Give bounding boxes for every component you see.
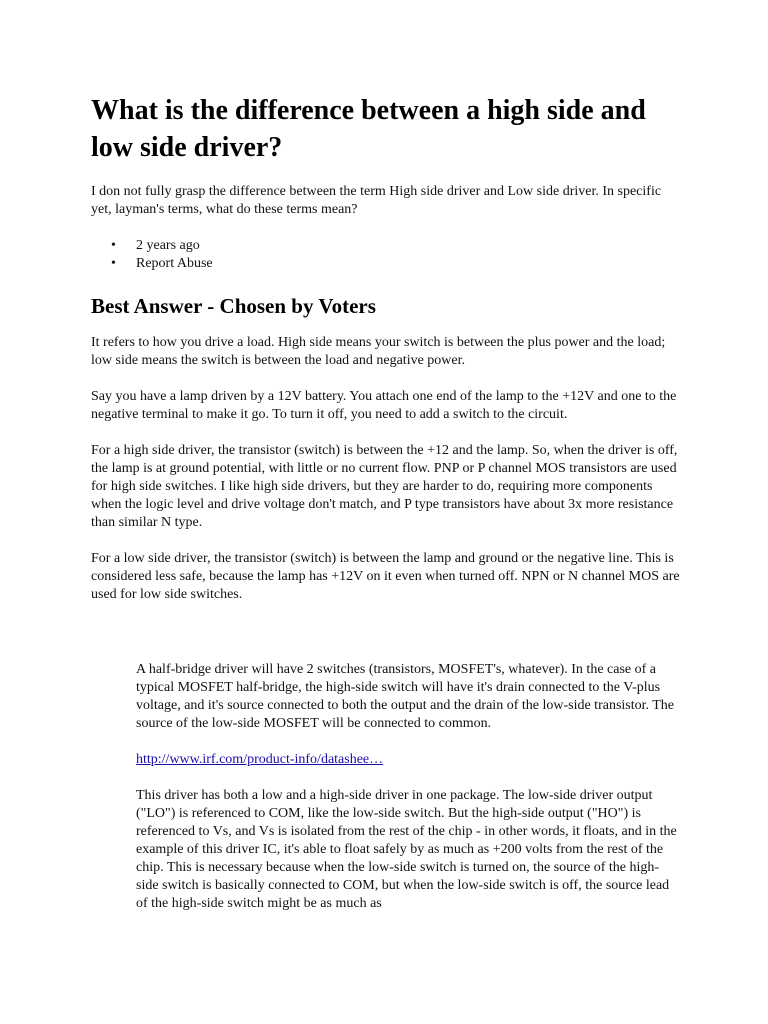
answer-paragraph: For a high side driver, the transistor (switch) is between the +12 and the lamp. So, when the driver is off, the lamp is at ground potential, with little or no current flow. PNP or P channel MOS transistors are used for high side switches. I like high side drivers, but they are harder to do, requiring more components when the logic level and drive voltage don't match, and P type transistors have about 3x more resistance than similar N type. [91,443,678,530]
bullet-icon: • [111,238,116,253]
quote-link-paragraph [136,751,681,769]
question-title: What is the difference between a high side and low side driver? [91,95,646,163]
meta-time-label: 2 years ago [136,238,200,253]
meta-item-time [109,237,681,255]
bullet-icon: • [111,256,116,271]
question-body: I don not fully grasp the difference between the term High side driver and Low side driver. In specific yet, layman's terms, what do these terms mean? [91,184,662,217]
question-meta-list [91,237,681,273]
answer-paragraph: For a low side driver, the transistor (switch) is between the lamp and ground or the negative line. This is considered less safe, because the lamp has +12V on it even when turned off. NPN or N channel MOS are used for low side switches. [91,551,680,602]
answer-paragraph: Say you have a lamp driven by a 12V battery. You attach one end of the lamp to the +12V and one to the negative terminal to make it go. To turn it off, you need to add a switch to the circuit. [91,389,677,422]
datasheet-link[interactable]: http://www.irf.com/product-info/datashee… [136,752,384,767]
best-answer-heading: Best Answer - Chosen by Voters [91,294,376,318]
answer-paragraph: It refers to how you drive a load. High side means your switch is between the plus power and the load; low side means the switch is between the load and negative power. [91,335,666,368]
quote-paragraph: A half-bridge driver will have 2 switches (transistors, MOSFET's, whatever). In the case of a typical MOSFET half-bridge, the high-side switch will have it's drain connected to the V-plus voltage, and it's source connected to both the output and the drain of the low-side transistor. The source of the low-side MOSFET will be connected to common. [136,662,675,731]
quoted-answer [136,661,681,913]
report-abuse-label[interactable]: Report Abuse [136,256,213,271]
quote-paragraph: This driver has both a low and a high-side driver in one package. The low-side driver output ("LO") is referenced to COM, like the low-side switch. But the high-side output ("HO") is referenced to Vs, and Vs is isolated from the rest of the chip - in other words, it floats, and in the example of this driver IC, it's able to float safely by as much as +200 volts from the rest of the chip. This is necessary because when the low-side switch is turned on, the source of the high-side switch is basically connected to COM, but when the low-side switch is off, the source lead of the high-side switch might be as much as [136,788,677,911]
meta-item-report-abuse[interactable] [109,255,681,273]
document-page [91,92,681,931]
